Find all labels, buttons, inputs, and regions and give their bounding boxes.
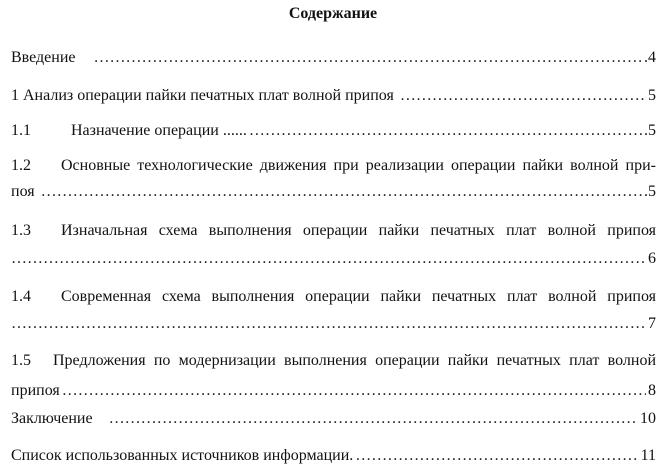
- toc-page: 11: [640, 447, 656, 464]
- toc-entry-1-5-line2: [0, 381, 656, 401]
- toc-entry-1-3-line1: [0, 222, 656, 240]
- toc-leader: [11, 249, 646, 269]
- toc-entry-1-3-line2: [0, 249, 656, 269]
- toc-entry-1-2-line2: [0, 182, 656, 202]
- toc-label: Заключение: [11, 410, 93, 427]
- toc-entry-conclusion: [0, 409, 656, 429]
- document-title: Содержание: [288, 5, 378, 22]
- toc-label: Список использованных источников информации.: [11, 447, 354, 464]
- toc-page: .5: [644, 183, 656, 200]
- toc-entry-intro: [0, 48, 656, 68]
- toc-entry-sources: [0, 446, 656, 466]
- toc-page: 10: [640, 410, 656, 427]
- toc-number: 1.5: [11, 352, 31, 369]
- toc-page: .5: [644, 122, 656, 139]
- toc-entry-1-4-line2: [0, 314, 656, 334]
- toc-label: Предложения по модернизации выполнения операции пайки печатных плат волной: [53, 352, 656, 369]
- toc-page: 6: [648, 250, 656, 267]
- toc-leader: [62, 381, 646, 401]
- toc-entry-1-5-line1: [0, 352, 656, 370]
- toc-label: Основные технологические движения при реализации операции пайки волной при-: [61, 157, 656, 174]
- toc-entry-chapter-1: [0, 86, 656, 106]
- toc-leader: [355, 446, 638, 466]
- toc-leader: [249, 121, 642, 141]
- toc-label: Назначение операции ......: [71, 122, 247, 139]
- toc-number: 1.2: [11, 157, 31, 174]
- toc-page: .4: [644, 49, 656, 66]
- toc-label: 1 Анализ операции пайки печатных плат волной припоя: [11, 87, 394, 104]
- toc-leader: [11, 314, 646, 334]
- toc-number: 1.4: [11, 288, 31, 305]
- toc-label: Изначальная схема выполнения операции пайки печатных плат волной припоя: [61, 222, 656, 239]
- toc-label: Введение: [11, 49, 76, 66]
- toc-number: 1.1: [11, 122, 31, 139]
- toc-label-continued: припоя: [11, 382, 60, 399]
- toc-leader: [400, 86, 646, 106]
- toc-label-continued: поя: [11, 183, 35, 200]
- toc-leader: [109, 409, 638, 429]
- toc-entry-1-2-line1: [0, 157, 656, 175]
- toc-label: Современная схема выполнения операции пайки печатных плат волной припоя: [61, 288, 656, 305]
- toc-leader: [94, 48, 643, 68]
- toc-leader: [41, 182, 642, 202]
- toc-page: 5: [648, 87, 656, 104]
- toc-page: 7: [648, 315, 656, 332]
- toc-entry-1-1: [0, 121, 656, 141]
- toc-number: 1.3: [11, 222, 31, 239]
- toc-entry-1-4-line1: [0, 288, 656, 306]
- toc-page: 8: [648, 382, 656, 399]
